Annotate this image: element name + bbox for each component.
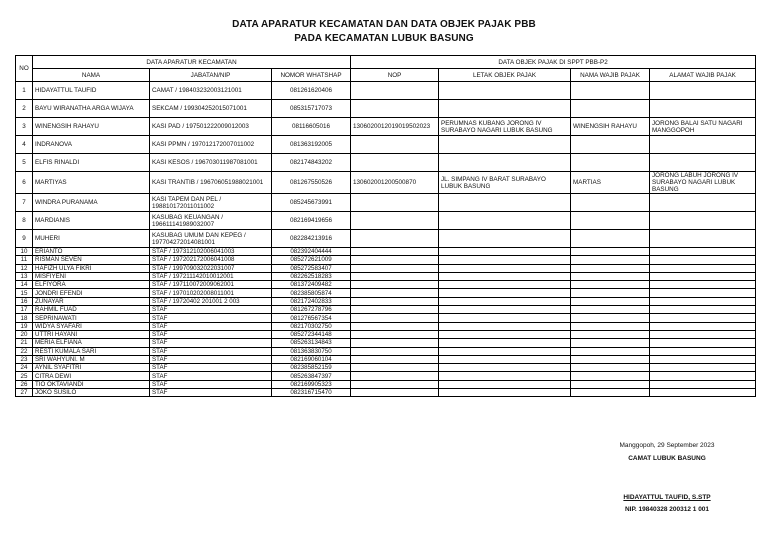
row-letak — [439, 230, 571, 248]
row-letak — [439, 256, 571, 264]
row-letak — [439, 272, 571, 280]
row-nop — [351, 272, 439, 280]
row-alamat-wajib — [650, 212, 756, 230]
table-row — [16, 281, 756, 289]
table-row — [16, 364, 756, 372]
row-alamat-wajib — [650, 306, 756, 314]
row-alamat-wajib — [650, 355, 756, 363]
header-nama: NAMA — [33, 69, 150, 82]
table-row — [16, 330, 756, 338]
row-nop — [351, 212, 439, 230]
row-nama: JOKO SUSILO — [33, 389, 150, 397]
row-alamat-wajib — [650, 297, 756, 305]
row-nop — [351, 289, 439, 297]
row-letak: JL. SIMPANG IV BARAT SURABAYO LUBUK BASUNG — [439, 172, 571, 194]
row-jabatan: STAF — [150, 364, 272, 372]
row-number: 13 — [16, 272, 33, 280]
header-letak: LETAK OBJEK PAJAK — [439, 69, 571, 82]
row-alamat-wajib — [650, 281, 756, 289]
row-jabatan: STAF — [150, 322, 272, 330]
row-alamat-wajib — [650, 314, 756, 322]
row-nop — [351, 230, 439, 248]
row-nama-wajib — [571, 256, 650, 264]
row-nop — [351, 389, 439, 397]
row-letak — [439, 297, 571, 305]
row-nama-wajib — [571, 330, 650, 338]
row-nama-wajib — [571, 194, 650, 212]
row-letak — [439, 347, 571, 355]
row-nama: BAYU WIRANATHA ARGA WIJAYA — [33, 100, 150, 118]
header-group-objek: DATA OBJEK PAJAK DI SPPT PBB-P2 — [351, 56, 756, 69]
row-whatsapp: 082174843202 — [272, 154, 351, 172]
table-row — [16, 380, 756, 388]
row-nop — [351, 154, 439, 172]
row-nama-wajib — [571, 154, 650, 172]
row-nama: ELFIYORA — [33, 281, 150, 289]
row-nama: HIDAYATTUL TAUFID — [33, 82, 150, 100]
row-nama-wajib — [571, 314, 650, 322]
row-nama: RISMAN SEVEN — [33, 256, 150, 264]
table-row — [16, 314, 756, 322]
row-nop — [351, 364, 439, 372]
row-nop — [351, 82, 439, 100]
row-jabatan: KASI KESOS / 196703011987081001 — [150, 154, 272, 172]
table-row — [16, 172, 756, 194]
row-nama-wajib — [571, 347, 650, 355]
header-nop: NOP — [351, 69, 439, 82]
row-nama: RESTI KUMALA SARI — [33, 347, 150, 355]
row-number: 12 — [16, 264, 33, 272]
row-letak — [439, 136, 571, 154]
row-nama-wajib — [571, 82, 650, 100]
row-nama-wajib — [571, 297, 650, 305]
row-alamat-wajib — [650, 248, 756, 256]
row-number: 11 — [16, 256, 33, 264]
row-jabatan: STAF — [150, 339, 272, 347]
header-whatsapp: NOMOR WHATSHAP — [272, 69, 351, 82]
row-number: 18 — [16, 314, 33, 322]
row-number: 26 — [16, 380, 33, 388]
row-nama-wajib — [571, 281, 650, 289]
row-alamat-wajib — [650, 272, 756, 280]
table-row — [16, 82, 756, 100]
row-alamat-wajib — [650, 322, 756, 330]
row-nama: TIO OKTAVIANDI — [33, 380, 150, 388]
row-nama: WINDRA PURANAMA — [33, 194, 150, 212]
row-nop — [351, 322, 439, 330]
row-nama: MUHERI — [33, 230, 150, 248]
table-row — [16, 118, 756, 136]
row-letak — [439, 322, 571, 330]
row-number: 9 — [16, 230, 33, 248]
row-nama: AYNIL SYAFITRI — [33, 364, 150, 372]
table-row — [16, 264, 756, 272]
table-row — [16, 100, 756, 118]
row-whatsapp: 082385852159 — [272, 364, 351, 372]
row-number: 15 — [16, 289, 33, 297]
row-nama-wajib — [571, 389, 650, 397]
row-number: 24 — [16, 364, 33, 372]
row-whatsapp: 082385805874 — [272, 289, 351, 297]
row-nama: JONDRI EFENDI — [33, 289, 150, 297]
header-nama-wajib: NAMA WAJIB PAJAK — [571, 69, 650, 82]
row-nama: MARDIANIS — [33, 212, 150, 230]
row-nama: MISFIYENI — [33, 272, 150, 280]
row-whatsapp: 082392404444 — [272, 248, 351, 256]
row-jabatan: STAF — [150, 380, 272, 388]
row-jabatan: STAF / 197211142010012001 — [150, 272, 272, 280]
row-nop — [351, 355, 439, 363]
table-row — [16, 230, 756, 248]
row-nama-wajib: MARTIAS — [571, 172, 650, 194]
table-row — [16, 289, 756, 297]
row-alamat-wajib — [650, 339, 756, 347]
row-jabatan: SEKCAM / 199304252015071001 — [150, 100, 272, 118]
header-group-aparatur: DATA APARATUR KECAMATAN — [33, 56, 351, 69]
row-jabatan: STAF — [150, 372, 272, 380]
row-jabatan: STAF / 197202172006041008 — [150, 256, 272, 264]
header-jabatan: JABATAN/NIP — [150, 69, 272, 82]
row-alamat-wajib — [650, 194, 756, 212]
signature-nip: NIP. 19840328 200312 1 001 — [624, 506, 710, 513]
row-whatsapp: 082169905323 — [272, 380, 351, 388]
table-row — [16, 212, 756, 230]
row-jabatan: STAF / 197312102006041003 — [150, 248, 272, 256]
table-row — [16, 136, 756, 154]
row-alamat-wajib — [650, 289, 756, 297]
row-alamat-wajib — [650, 372, 756, 380]
row-alamat-wajib — [650, 364, 756, 372]
row-nop — [351, 330, 439, 338]
row-whatsapp: 081363830750 — [272, 347, 351, 355]
row-whatsapp: 085272344148 — [272, 330, 351, 338]
row-letak: PERUMNAS KUBANG JORONG IV SURABAYO NAGARI LUBUK BASUNG — [439, 118, 571, 136]
row-nama: SRI WAHYUNI. M — [33, 355, 150, 363]
row-jabatan: KASI PPMN / 197012172007011002 — [150, 136, 272, 154]
table-row — [16, 256, 756, 264]
row-alamat-wajib — [650, 264, 756, 272]
row-number: 7 — [16, 194, 33, 212]
row-letak — [439, 194, 571, 212]
row-whatsapp: 085272583407 — [272, 264, 351, 272]
row-alamat-wajib — [650, 82, 756, 100]
table-row — [16, 248, 756, 256]
row-letak — [439, 82, 571, 100]
table-row — [16, 272, 756, 280]
row-nama: MARTIYAS — [33, 172, 150, 194]
row-nama: UTTRI HAYANI — [33, 330, 150, 338]
row-number: 14 — [16, 281, 33, 289]
row-whatsapp: 081276567354 — [272, 314, 351, 322]
row-jabatan: KASI TAPEM DAN PEL / 198810172011011002 — [150, 194, 272, 212]
row-alamat-wajib — [650, 154, 756, 172]
row-number: 4 — [16, 136, 33, 154]
row-letak — [439, 248, 571, 256]
row-nop — [351, 347, 439, 355]
row-jabatan: STAF — [150, 355, 272, 363]
row-jabatan: KASI TRANTIB / 196706051988021001 — [150, 172, 272, 194]
row-jabatan: KASUBAG UMUM DAN KEPEG / 197704272014081001 — [150, 230, 272, 248]
header-alamat-wajib: ALAMAT WAJIB PAJAK — [650, 69, 756, 82]
row-number: 25 — [16, 372, 33, 380]
row-whatsapp: 085245673991 — [272, 194, 351, 212]
row-nop — [351, 372, 439, 380]
row-whatsapp: 082170302750 — [272, 322, 351, 330]
row-nama-wajib — [571, 248, 650, 256]
row-whatsapp: 085272621009 — [272, 256, 351, 264]
row-number: 21 — [16, 339, 33, 347]
row-nama-wajib — [571, 322, 650, 330]
table-row — [16, 297, 756, 305]
row-nama-wajib — [571, 212, 650, 230]
row-whatsapp: 08116605016 — [272, 118, 351, 136]
row-number: 2 — [16, 100, 33, 118]
row-nop — [351, 100, 439, 118]
document-title: DATA APARATUR KECAMATAN DAN DATA OBJEK PAJAK PBB — [232, 19, 536, 30]
row-letak — [439, 264, 571, 272]
row-number: 3 — [16, 118, 33, 136]
row-nama: ZUNAYAR — [33, 297, 150, 305]
row-nop — [351, 380, 439, 388]
row-nama-wajib — [571, 339, 650, 347]
row-nop — [351, 314, 439, 322]
document-subtitle: PADA KECAMATAN LUBUK BASUNG — [294, 33, 474, 44]
row-jabatan: STAF — [150, 347, 272, 355]
row-number: 10 — [16, 248, 33, 256]
row-nama-wajib — [571, 380, 650, 388]
row-jabatan: KASI PAD / 197501222009012003 — [150, 118, 272, 136]
row-letak — [439, 314, 571, 322]
row-letak — [439, 154, 571, 172]
row-jabatan: CAMAT / 198403232003121001 — [150, 82, 272, 100]
row-number: 19 — [16, 322, 33, 330]
row-whatsapp: 081261620406 — [272, 82, 351, 100]
row-number: 20 — [16, 330, 33, 338]
row-nop — [351, 281, 439, 289]
header-no: NO — [16, 56, 33, 82]
row-jabatan: STAF / 19720402 201001 2 003 — [150, 297, 272, 305]
row-jabatan: STAF — [150, 330, 272, 338]
signature-name: HIDAYATTUL TAUFID, S.STP — [623, 494, 711, 501]
row-nama: ELFIS RINALDI — [33, 154, 150, 172]
row-nop — [351, 264, 439, 272]
row-number: 6 — [16, 172, 33, 194]
table-row — [16, 355, 756, 363]
row-nama: RAHMIL FUAD — [33, 306, 150, 314]
table-row — [16, 389, 756, 397]
row-nop — [351, 339, 439, 347]
signature-role: CAMAT LUBUK BASUNG — [628, 455, 706, 462]
row-letak — [439, 355, 571, 363]
row-nop — [351, 306, 439, 314]
row-whatsapp: 081267278796 — [272, 306, 351, 314]
row-nop — [351, 256, 439, 264]
row-number: 5 — [16, 154, 33, 172]
table-row — [16, 154, 756, 172]
row-nop — [351, 136, 439, 154]
row-letak — [439, 380, 571, 388]
row-alamat-wajib — [650, 380, 756, 388]
row-whatsapp: 082172402833 — [272, 297, 351, 305]
row-number: 17 — [16, 306, 33, 314]
row-alamat-wajib — [650, 100, 756, 118]
row-nama: HAFIZH ULYA FIKRI — [33, 264, 150, 272]
row-nama: MERIA ELFIANA — [33, 339, 150, 347]
table-row — [16, 347, 756, 355]
row-letak — [439, 100, 571, 118]
row-letak — [439, 289, 571, 297]
row-nama: INDRANOVA — [33, 136, 150, 154]
row-number: 23 — [16, 355, 33, 363]
row-nama: WIDYA SYAFARI — [33, 322, 150, 330]
table-row — [16, 194, 756, 212]
row-whatsapp: 085315717073 — [272, 100, 351, 118]
row-nama: CITRA DEWI — [33, 372, 150, 380]
table-row — [16, 306, 756, 314]
row-whatsapp: 085263134843 — [272, 339, 351, 347]
row-alamat-wajib — [650, 136, 756, 154]
table-row — [16, 339, 756, 347]
row-nama-wajib — [571, 306, 650, 314]
row-nama-wajib — [571, 136, 650, 154]
row-nama-wajib — [571, 272, 650, 280]
row-number: 1 — [16, 82, 33, 100]
row-letak — [439, 212, 571, 230]
row-letak — [439, 372, 571, 380]
table-row — [16, 372, 756, 380]
row-nop: 130602001201901950​2023 — [351, 118, 439, 136]
row-number: 27 — [16, 389, 33, 397]
row-alamat-wajib — [650, 230, 756, 248]
row-nama-wajib — [571, 230, 650, 248]
row-nama: SEPRINAWATI — [33, 314, 150, 322]
row-jabatan: STAF — [150, 389, 272, 397]
row-letak — [439, 306, 571, 314]
row-alamat-wajib: JORONG BALAI SATU NAGARI MANGGOPOH — [650, 118, 756, 136]
row-jabatan: STAF / 197010202008011001 — [150, 289, 272, 297]
row-nama-wajib — [571, 289, 650, 297]
row-whatsapp: 081363192005 — [272, 136, 351, 154]
row-whatsapp: 082316715470 — [272, 389, 351, 397]
row-whatsapp: 082262518283 — [272, 272, 351, 280]
row-nama-wajib — [571, 364, 650, 372]
row-nop — [351, 297, 439, 305]
row-alamat-wajib — [650, 347, 756, 355]
row-whatsapp: 082169419656 — [272, 212, 351, 230]
row-nama-wajib — [571, 264, 650, 272]
row-jabatan: STAF / 199709032022031007 — [150, 264, 272, 272]
row-nop — [351, 248, 439, 256]
row-nama-wajib — [571, 100, 650, 118]
row-letak — [439, 364, 571, 372]
row-letak — [439, 281, 571, 289]
row-nama: WINENGSIH RAHAYU — [33, 118, 150, 136]
row-alamat-wajib — [650, 389, 756, 397]
row-letak — [439, 330, 571, 338]
row-jabatan: KASUBAG KEUANGAN / 196611141989032007 — [150, 212, 272, 230]
row-jabatan: STAF — [150, 306, 272, 314]
table-row — [16, 322, 756, 330]
row-whatsapp: 081267550526 — [272, 172, 351, 194]
row-number: 22 — [16, 347, 33, 355]
row-alamat-wajib — [650, 256, 756, 264]
row-nama: ERIANTO — [33, 248, 150, 256]
row-whatsapp: 081372409482 — [272, 281, 351, 289]
signature-place-date: Manggopoh, 29 September 2023 — [619, 442, 715, 449]
row-nop: 130602001200500870 — [351, 172, 439, 194]
row-whatsapp: 085263847397 — [272, 372, 351, 380]
row-letak — [439, 339, 571, 347]
row-jabatan: STAF — [150, 314, 272, 322]
aparatur-table — [15, 55, 756, 397]
row-alamat-wajib: JORONG LABUH JORONG IV SURABAYO NAGARI LUBUK BASUNG — [650, 172, 756, 194]
row-number: 16 — [16, 297, 33, 305]
row-alamat-wajib — [650, 330, 756, 338]
row-nop — [351, 194, 439, 212]
row-nama-wajib: WINENGSIH RAHAYU — [571, 118, 650, 136]
row-number: 8 — [16, 212, 33, 230]
row-whatsapp: 082284213916 — [272, 230, 351, 248]
row-whatsapp: 082169060104 — [272, 355, 351, 363]
row-nama-wajib — [571, 372, 650, 380]
row-nama-wajib — [571, 355, 650, 363]
row-jabatan: STAF / 197110072009062001 — [150, 281, 272, 289]
row-letak — [439, 389, 571, 397]
